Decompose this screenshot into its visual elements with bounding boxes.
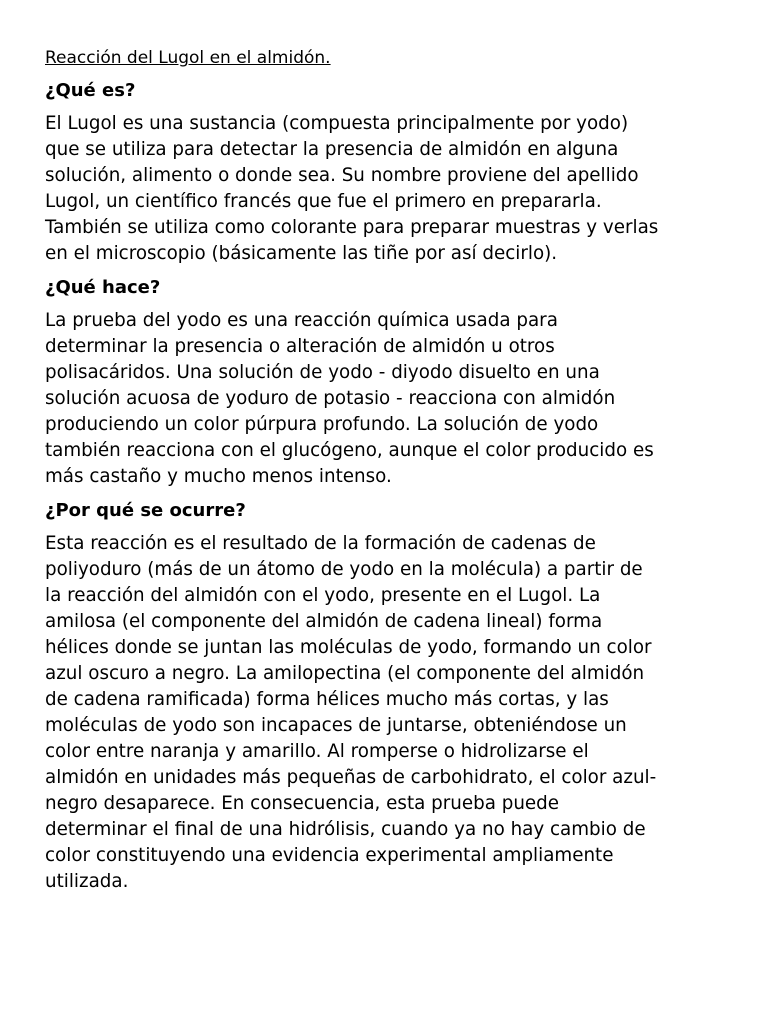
paragraph-line: moléculas de yodo son incapaces de juntarse, obteniéndose un	[45, 715, 627, 736]
document-title: Reacción del Lugol en el almidón.	[45, 48, 331, 68]
paragraph-line: amilosa (el componente del almidón de cadena lineal) forma	[45, 611, 603, 632]
paragraph-line: determinar la presencia o alteración de almidón u otros	[45, 336, 555, 357]
paragraph-line: solución acuosa de yoduro de potasio - reacciona con almidón	[45, 388, 616, 409]
section-paragraph	[45, 531, 735, 895]
section-heading: ¿Qué es?	[45, 80, 136, 101]
section-heading: ¿Por qué se ocurre?	[45, 500, 246, 521]
paragraph-line: determinar el final de una hidrólisis, cuando ya no hay cambio de	[45, 819, 646, 840]
paragraph-line: almidón en unidades más pequeñas de carbohidrato, el color azul-	[45, 767, 657, 788]
paragraph-line: Esta reacción es el resultado de la formación de cadenas de	[45, 533, 596, 554]
paragraph-line: poliyoduro (más de un átomo de yodo en la molécula) a partir de	[45, 559, 643, 580]
paragraph-line: También se utiliza como colorante para preparar muestras y verlas	[45, 217, 659, 238]
paragraph-line: de cadena ramificada) forma hélices mucho más cortas, y las	[45, 689, 609, 710]
paragraph-line: la reacción del almidón con el yodo, presente en el Lugol. La	[45, 585, 601, 606]
paragraph-line: color entre naranja y amarillo. Al romperse o hidrolizarse el	[45, 741, 589, 762]
paragraph-line: hélices donde se juntan las moléculas de yodo, formando un color	[45, 637, 652, 658]
section-paragraph	[45, 111, 735, 267]
paragraph-line: polisacáridos. Una solución de yodo - diyodo disuelto en una	[45, 362, 600, 383]
paragraph-line: Lugol, un científico francés que fue el primero en prepararla.	[45, 191, 602, 212]
paragraph-line: color constituyendo una evidencia experimental ampliamente	[45, 845, 614, 866]
paragraph-line: azul oscuro a negro. La amilopectina (el componente del almidón	[45, 663, 645, 684]
paragraph-line: en el microscopio (básicamente las tiñe por así decirlo).	[45, 243, 558, 264]
section-paragraph	[45, 308, 735, 490]
section-por-que-ocurre	[45, 499, 735, 895]
paragraph-line: utilizada.	[45, 871, 129, 892]
document-page	[45, 46, 735, 904]
paragraph-line: también reacciona con el glucógeno, aunque el color producido es	[45, 440, 654, 461]
paragraph-line: negro desaparece. En consecuencia, esta prueba puede	[45, 793, 559, 814]
section-que-hace	[45, 276, 735, 490]
paragraph-line: más castaño y mucho menos intenso.	[45, 466, 392, 487]
paragraph-line: La prueba del yodo es una reacción química usada para	[45, 310, 558, 331]
paragraph-line: que se utiliza para detectar la presencia de almidón en alguna	[45, 139, 619, 160]
section-heading: ¿Qué hace?	[45, 277, 161, 298]
section-que-es	[45, 79, 735, 267]
paragraph-line: El Lugol es una sustancia (compuesta principalmente por yodo)	[45, 113, 629, 134]
paragraph-line: produciendo un color púrpura profundo. La solución de yodo	[45, 414, 599, 435]
paragraph-line: solución, alimento o donde sea. Su nombre proviene del apellido	[45, 165, 639, 186]
